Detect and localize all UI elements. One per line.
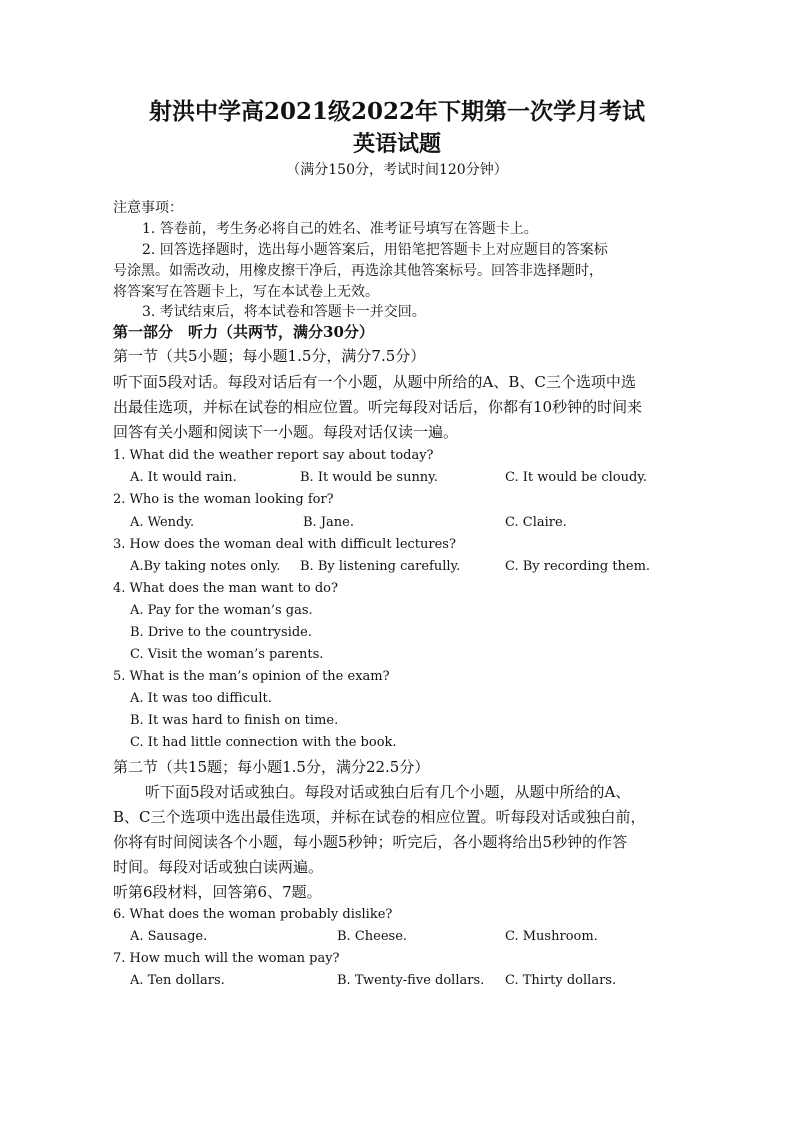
exam-info: （满分150分，考试时间120分钟）	[286, 162, 508, 178]
question-3-option-b: B. By listening carefully.	[300, 559, 461, 574]
question-5-option-c: C. It had little connection with the book.	[130, 735, 397, 750]
question-4-option-b: B. Drive to the countryside.	[130, 625, 312, 640]
question-6-option-b: B. Cheese.	[337, 929, 408, 944]
section2-heading: 第二节（共15题；每小题1.5分，满分22.5分）	[113, 758, 430, 776]
notice-heading: 注意事项：	[113, 200, 183, 216]
part1-heading: 第一部分 听力（共两节，满分30分）	[113, 323, 374, 341]
question-2-option-c: C. Claire.	[505, 515, 567, 530]
question-5-option-b: B. It was hard to finish on time.	[130, 713, 339, 728]
notice-item-2-line-1: 2. 回答选择题时，选出每小题答案后，用铅笔把答题卡上对应题目的答案标	[142, 242, 608, 258]
question-5-stem: 5. What is the man’s opinion of the exam?	[113, 669, 390, 684]
question-6-option-c: C. Mushroom.	[505, 929, 598, 944]
question-7-option-b: B. Twenty-five dollars.	[337, 973, 485, 988]
question-1-option-c: C. It would be cloudy.	[505, 470, 648, 485]
question-2-option-b: B. Jane.	[303, 515, 354, 530]
question-1-option-a: A. It would rain.	[130, 470, 237, 485]
section1-instruction-3: 回答有关小题和阅读下一小题。每段对话仅读一遍。	[113, 423, 459, 441]
subject-title: 英语试题	[352, 131, 441, 157]
notice-item-1: 1. 答卷前，考生务必将自己的姓名、准考证号填写在答题卡上。	[142, 221, 538, 237]
question-7-stem: 7. How much will the woman pay?	[113, 951, 340, 966]
section1-instruction-1: 听下面5段对话。每段对话后有一个小题，从题中所给的A、B、C三个选项中选	[113, 373, 636, 391]
notice-item-2-line-2: 号涂黑。如需改动，用橡皮擦干净后，再选涂其他答案标号。回答非选择题时，	[113, 263, 603, 279]
section1-instruction-2: 出最佳选项，并标在试卷的相应位置。听完每段对话后，你都有10秒钟的时间来	[113, 398, 643, 416]
question-7-option-c: C. Thirty dollars.	[505, 973, 617, 988]
question-6-option-a: A. Sausage.	[130, 929, 208, 944]
question-3-stem: 3. How does the woman deal with difficult lectures?	[113, 537, 456, 552]
notice-item-3: 3. 考试结束后，将本试卷和答题卡一并交回。	[142, 304, 426, 320]
question-2-stem: 2. Who is the woman looking for?	[113, 492, 334, 507]
question-5-option-a: A. It was too difficult.	[130, 691, 272, 706]
section2-instruction-4: 时间。每段对话或独白读两遍。	[113, 858, 324, 876]
question-4-option-c: C. Visit the woman’s parents.	[130, 647, 324, 662]
question-4-stem: 4. What does the man want to do?	[113, 581, 338, 596]
question-2-option-a: A. Wendy.	[130, 515, 195, 530]
question-6-stem: 6. What does the woman probably dislike?	[113, 907, 393, 922]
question-4-option-a: A. Pay for the woman’s gas.	[130, 603, 313, 618]
question-3-option-c: C. By recording them.	[505, 559, 651, 574]
question-1-stem: 1. What did the weather report say about today?	[113, 448, 434, 463]
section1-heading: 第一节（共5小题；每小题1.5分，满分7.5分）	[113, 347, 426, 365]
question-7-option-a: A. Ten dollars.	[130, 973, 225, 988]
notice-item-2-line-3: 将答案写在答题卡上，写在本试卷上无效。	[113, 284, 379, 300]
question-1-option-b: B. It would be sunny.	[300, 470, 438, 485]
section2-instruction-2: B、C三个选项中选出最佳选项，并标在试卷的相应位置。听每段对话或独白前，	[113, 808, 646, 826]
question-3-option-a: A.By taking notes only.	[130, 559, 281, 574]
section2-instruction-3: 你将有时间阅读各个小题，每小题5秒钟；听完后，各小题将给出5秒钟的作答	[113, 833, 628, 851]
exam-title: 射洪中学高2021级2022年下期第一次学月考试	[148, 98, 646, 125]
material-6-instruction: 听第6段材料，回答第6、7题。	[113, 883, 322, 901]
section2-instruction-1: 听下面5段对话或独白。每段对话或独白后有几个小题，从题中所给的A、	[145, 783, 631, 801]
